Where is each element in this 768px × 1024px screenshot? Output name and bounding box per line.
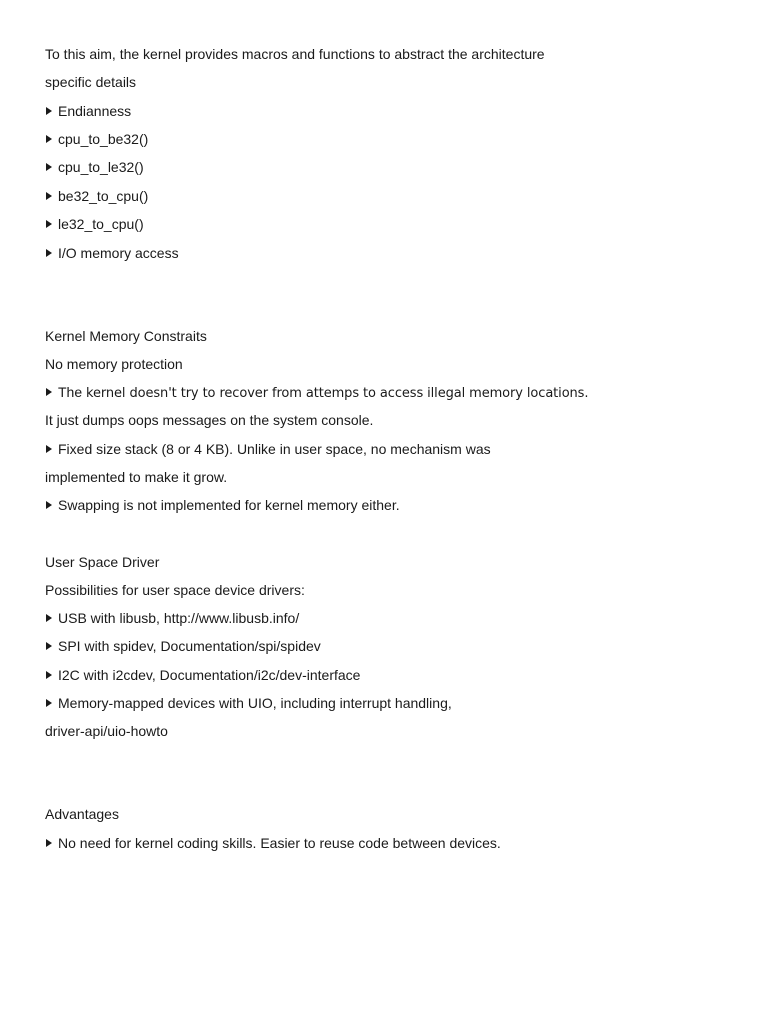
subheading-no-memory-protection: No memory protection [45,356,183,372]
subheading-possibilities: Possibilities for user space device drivers: [45,582,305,598]
list-item-no-kernel-skills: No need for kernel coding skills. Easier to reuse code between devices. [45,833,501,853]
list-item-no-recovery-continued: It just dumps oops messages on the system console. [45,412,374,428]
intro-text-line1: To this aim, the kernel provides macros and functions to abstract the architecture [45,46,545,62]
list-item-le32-to-cpu: le32_to_cpu() [45,214,144,234]
list-item-endianness: Endianness [45,101,131,121]
list-item-no-recovery [45,382,588,402]
list-item-i2c: I2C with i2cdev, Documentation/i2c/dev-interface [45,665,360,685]
list-item-be32-to-cpu: be32_to_cpu() [45,186,148,206]
list-item-uio-continued: driver-api/uio-howto [45,723,168,739]
list-item-io-memory-access: I/O memory access [45,243,179,263]
list-item-cpu-to-be32: cpu_to_be32() [45,129,148,149]
list-item-swapping: Swapping is not implemented for kernel memory either. [45,495,400,515]
list-item-rest: kernel doesn't try to recover from attemps to access illegal memory locations. [86,386,589,401]
list-item-spi: SPI with spidev, Documentation/spi/spidev [45,636,321,656]
intro-text-line2: specific details [45,74,137,90]
section-heading-user-space-driver: User Space Driver [45,554,160,570]
list-item-fixed-stack: Fixed size stack (8 or 4 KB). Unlike in user space, no mechanism was [45,439,491,459]
list-item-uio: Memory-mapped devices with UIO, including interrupt handling, [45,693,452,713]
list-item-fixed-stack-continued: implemented to make it grow. [45,469,228,485]
list-item-cpu-to-le32: cpu_to_le32() [45,157,144,177]
list-item-usb: USB with libusb, http://www.libusb.info/ [45,608,299,628]
list-item-lead-word: The [58,384,83,400]
section-heading-kernel-memory: Kernel Memory Constraits [45,328,207,344]
section-heading-advantages: Advantages [45,806,119,822]
